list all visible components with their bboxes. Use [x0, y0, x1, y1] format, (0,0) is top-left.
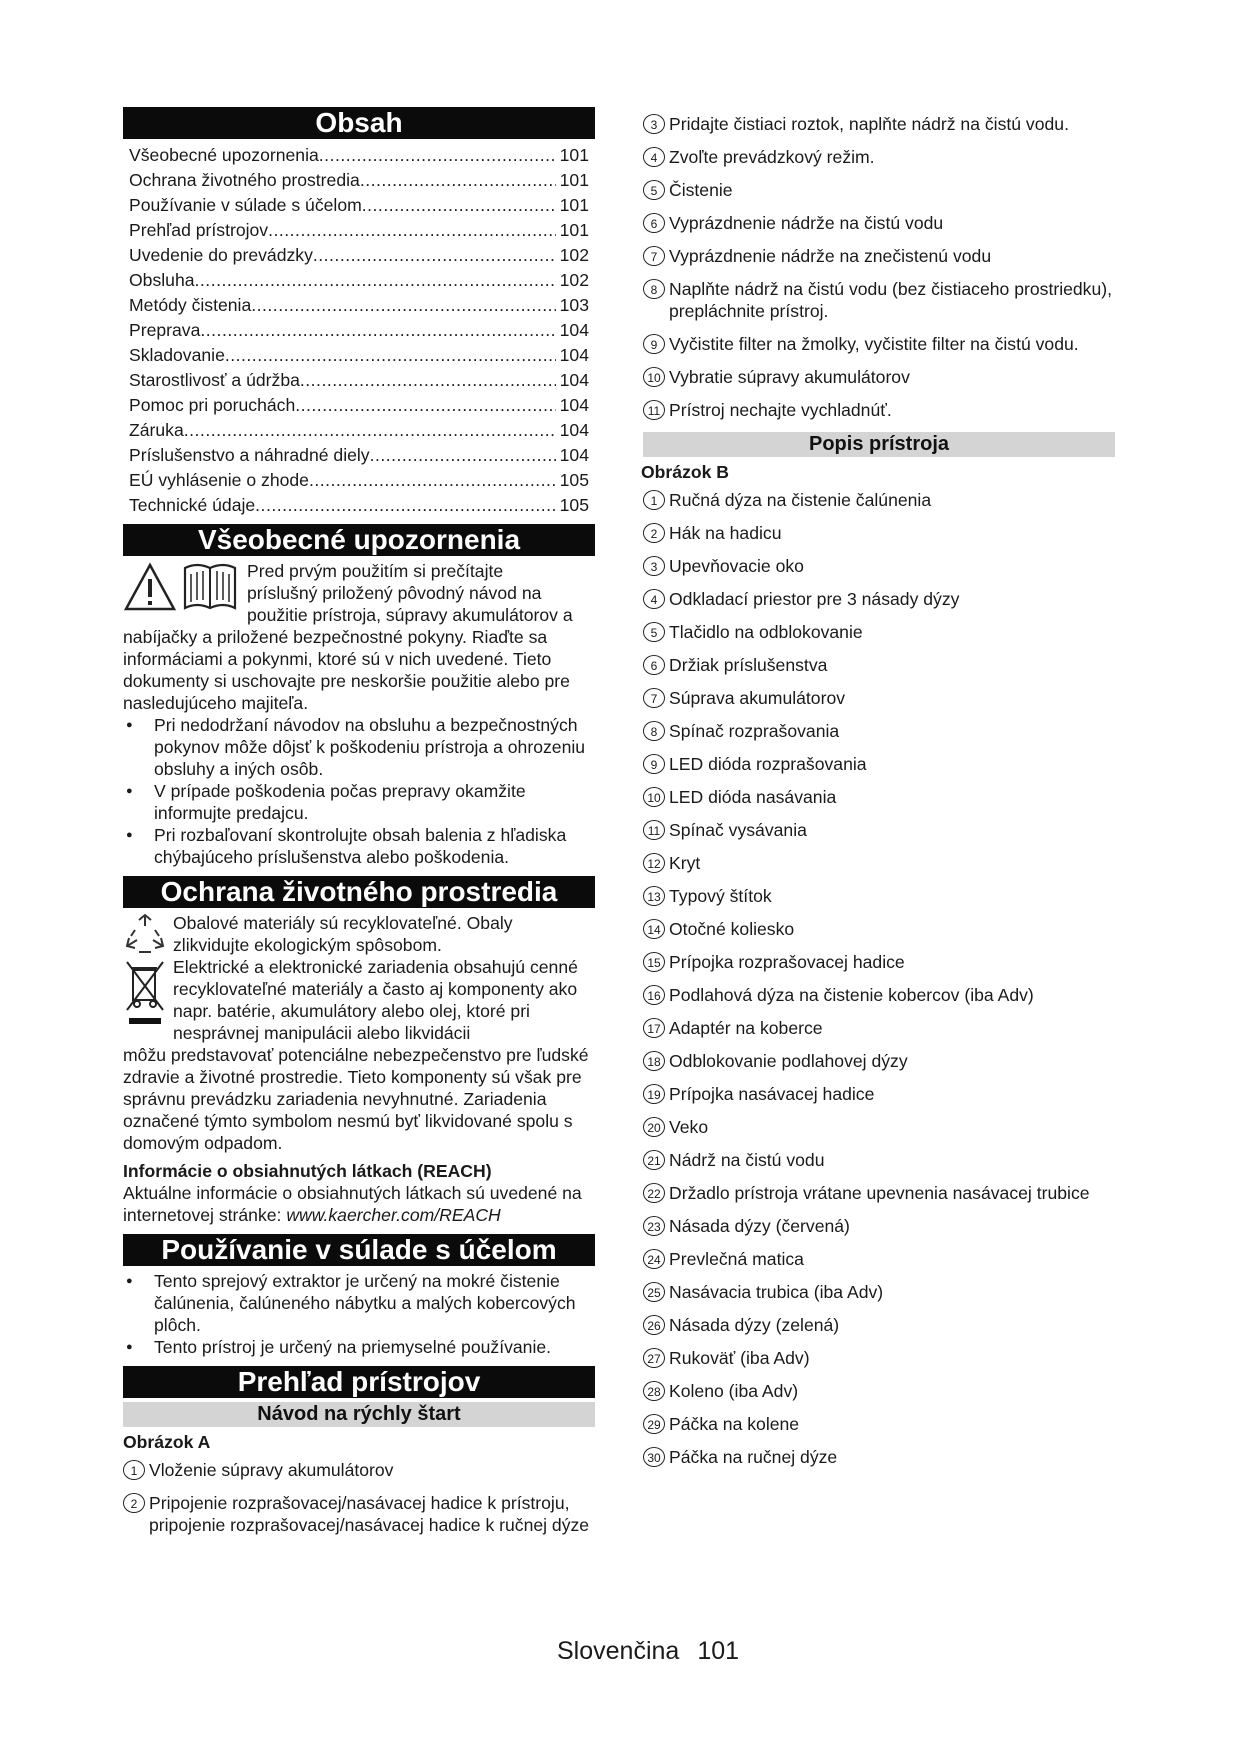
numbered-item-text: Čistenie: [669, 180, 733, 200]
numbered-item-text: Upevňovacie oko: [669, 556, 804, 576]
numbered-item-text: Otočné koliesko: [669, 919, 795, 939]
description-list: [643, 489, 1115, 1468]
number-circle: 3: [643, 556, 665, 576]
toc-entry-title: Používanie v súlade s účelom: [129, 195, 362, 215]
numbered-item-text: Prípojka rozprašovacej hadice: [669, 952, 905, 972]
toc-entry[interactable]: [123, 193, 589, 218]
numbered-item-text: Kryt: [669, 853, 701, 873]
number-circle: 12: [643, 853, 665, 873]
numbered-item-text: Odkladací priestor pre 3 násady dýzy: [669, 589, 960, 609]
number-circle: 25: [643, 1282, 665, 1302]
recycle-icon: [123, 912, 167, 956]
number-circle: 8: [643, 279, 665, 299]
reach-link[interactable]: www.kaercher.com/REACH: [286, 1205, 501, 1225]
toc-entry-title: Uvedenie do prevádzky: [129, 245, 313, 265]
number-circle: 3: [643, 114, 665, 134]
toc-entry[interactable]: [123, 243, 589, 268]
number-circle: 10: [643, 787, 665, 807]
toc-heading: Obsah: [123, 107, 595, 139]
toc-entry-title: Metódy čistenia: [129, 295, 252, 315]
toc-entry-page: 101: [559, 145, 589, 165]
left-column: [123, 107, 595, 1547]
number-circle: 17: [643, 1018, 665, 1038]
toc-entry[interactable]: [123, 218, 589, 243]
numbered-item: [643, 621, 1115, 643]
numbered-item-text: Hák na hadicu: [669, 523, 782, 543]
general-intro-text: Pred prvým použitím si prečítajte príslušný priložený pôvodný návod na použitie prístroja, súpravy akumulátorov a: [247, 561, 573, 625]
numbered-item: [643, 333, 1115, 355]
reach-text: [123, 1182, 595, 1226]
numbered-item-text: Vyčistite filter na žmolky, vyčistite filter na čistú vodu.: [669, 334, 1079, 354]
numbered-item: [643, 885, 1115, 907]
toc-entry-page: 103: [559, 295, 589, 315]
numbered-item: [123, 1459, 595, 1481]
number-circle: 6: [643, 213, 665, 233]
numbered-item: [643, 1017, 1115, 1039]
quickstart-steps-right: [643, 113, 1115, 421]
toc-entry[interactable]: [123, 468, 589, 493]
bullet-item: ● Tento sprejový extraktor je určený na mokré čistenie čalúnenia, čalúneného nábytku a malých kobercových plôch.: [123, 1270, 595, 1336]
numbered-item-text: LED dióda nasávania: [669, 787, 837, 807]
numbered-item-text: Páčka na kolene: [669, 1414, 800, 1434]
general-bullets: [123, 714, 595, 868]
number-circle: 20: [643, 1117, 665, 1137]
numbered-item-text: Zvoľte prevádzkový režim.: [669, 147, 875, 167]
numbered-item-text: Naplňte nádrž na čistú vodu (bez čistiaceho prostriedku), prepláchnite prístroj.: [669, 279, 1113, 321]
right-column: [643, 113, 1115, 1479]
number-circle: 2: [643, 523, 665, 543]
numbered-item-text: Odblokovanie podlahovej dýzy: [669, 1051, 908, 1071]
numbered-item-text: Prístroj nechajte vychladnúť.: [669, 400, 892, 420]
toc-entry-page: 104: [559, 345, 589, 365]
description-heading: Popis prístroja: [643, 432, 1115, 457]
toc-entry-page: 104: [559, 420, 589, 440]
toc-entry[interactable]: [123, 393, 589, 418]
number-circle: 11: [643, 400, 665, 420]
toc-entry-page: 104: [559, 320, 589, 340]
number-circle: 19: [643, 1084, 665, 1104]
numbered-item-text: Vyprázdnenie nádrže na čistú vodu: [669, 213, 944, 233]
numbered-item: [643, 951, 1115, 973]
bullet-item: ● Pri nedodržaní návodov na obsluhu a bezpečnostných pokynov môže dôjsť k poškodeniu prístroja a ohrozeniu obsluhy a iných osôb.: [123, 714, 595, 780]
toc-entry-title: Technické údaje: [129, 495, 256, 515]
toc-entry[interactable]: [123, 493, 589, 518]
number-circle: 1: [643, 490, 665, 510]
number-circle: 15: [643, 952, 665, 972]
numbered-item-text: Adaptér na koberce: [669, 1018, 823, 1038]
bullet-item: ● V prípade poškodenia počas prepravy okamžite informujte predajcu.: [123, 780, 595, 824]
general-heading: Všeobecné upozornenia: [123, 524, 595, 556]
general-intro-continued: nabíjačky a priložené bezpečnostné pokyny. Riaďte sa informáciami a pokynmi, ktoré sú v nich uvedené. Tieto dokumenty si uschovajte pre neskoršie použitie alebo pre nasledujúceho majiteľa.: [123, 627, 570, 713]
toc-entry-page: 101: [559, 195, 589, 215]
numbered-item-text: Prípojka nasávacej hadice: [669, 1084, 875, 1104]
numbered-item: [643, 245, 1115, 267]
number-circle: 21: [643, 1150, 665, 1170]
number-circle: 6: [643, 655, 665, 675]
reach-description: Aktuálne informácie o obsiahnutých látkach sú uvedené na internetovej stránke:: [123, 1183, 582, 1225]
toc-entry[interactable]: [123, 268, 589, 293]
toc-entry-leader: [370, 443, 556, 468]
footer-language: Slovenčina: [557, 1637, 680, 1665]
toc-entry-title: Pomoc pri poruchách: [129, 395, 296, 415]
number-circle: 29: [643, 1414, 665, 1434]
quickstart-steps-left: [123, 1459, 595, 1536]
numbered-item: [643, 852, 1115, 874]
toc-entry-page: 104: [559, 370, 589, 390]
toc-entry[interactable]: [123, 418, 589, 443]
numbered-item: [643, 786, 1115, 808]
numbered-item-text: Typový štítok: [669, 886, 772, 906]
numbered-item-text: Ručná dýza na čistenie čalúnenia: [669, 490, 932, 510]
toc-entry-page: 102: [559, 270, 589, 290]
toc-entry[interactable]: [123, 368, 589, 393]
numbered-item: [643, 1347, 1115, 1369]
numbered-item-text: Prevlečná matica: [669, 1249, 804, 1269]
numbered-item-text: Držadlo prístroja vrátane upevnenia nasávacej trubice: [669, 1183, 1090, 1203]
numbered-item: [643, 399, 1115, 421]
intended-use-heading: Používanie v súlade s účelom: [123, 1234, 595, 1266]
numbered-item: [643, 1182, 1115, 1204]
toc-entry-page: 105: [559, 470, 589, 490]
toc-entry-page: 105: [559, 495, 589, 515]
toc-entry[interactable]: [123, 293, 589, 318]
numbered-item-text: Násada dýzy (červená): [669, 1216, 850, 1236]
toc-entry-title: EÚ vyhlásenie o zhode: [129, 470, 309, 490]
number-circle: 9: [643, 334, 665, 354]
manual-book-icon: [181, 560, 239, 612]
toc-entry[interactable]: [123, 168, 589, 193]
weee-note: [123, 956, 595, 1044]
weee-text: Elektrické a elektronické zariadenia obsahujú cenné recyklovateľné materiály a často aj komponenty ako napr. batérie, akumulátory alebo olej, ktoré pri nesprávnej manipulácii alebo likvidácii: [173, 957, 578, 1043]
number-circle: 4: [643, 589, 665, 609]
toc-entry-title: Obsluha: [129, 270, 195, 290]
numbered-item: [643, 984, 1115, 1006]
table-of-contents: [123, 143, 595, 518]
number-circle: 7: [643, 688, 665, 708]
toc-entry-leader: [200, 318, 555, 343]
numbered-item-text: Pripojenie rozprašovacej/nasávacej hadice k prístroju, pripojenie rozprašovacej/nasávacej hadice k ručnej dýze: [149, 1493, 590, 1535]
number-circle: 14: [643, 919, 665, 939]
numbered-item: [123, 1492, 595, 1536]
numbered-item-text: Nádrž na čistú vodu: [669, 1150, 825, 1170]
numbered-item: [643, 1050, 1115, 1072]
numbered-item-text: Vybratie súpravy akumulátorov: [669, 367, 910, 387]
number-circle: 9: [643, 754, 665, 774]
toc-entry-page: 104: [559, 445, 589, 465]
number-circle: 13: [643, 886, 665, 906]
number-circle: 7: [643, 246, 665, 266]
environment-heading: Ochrana životného prostredia: [123, 876, 595, 908]
toc-entry-leader: [268, 218, 556, 243]
numbered-item: [643, 522, 1115, 544]
toc-entry-page: 102: [559, 245, 589, 265]
figure-b-caption: Obrázok B: [641, 462, 729, 482]
reach-heading: Informácie o obsiahnutých látkach (REACH): [123, 1161, 492, 1181]
numbered-item-text: Veko: [669, 1117, 709, 1137]
number-circle: 22: [643, 1183, 665, 1203]
numbered-item-text: Spínač rozprašovania: [669, 721, 840, 741]
numbered-item-text: Nasávacia trubica (iba Adv): [669, 1282, 884, 1302]
numbered-item: [643, 588, 1115, 610]
recycle-note: [123, 912, 595, 956]
numbered-item: [643, 1380, 1115, 1402]
weee-text-continued: môžu predstavovať potenciálne nebezpečenstvo pre ľudské zdravie a životné prostredie. Tieto komponenty sú však pre správnu prevádzku zariadenia nevyhnutné. Zariadenia označené týmto symbolom nesmú byť likvidované spolu s domovým odpadom.: [123, 1045, 589, 1153]
numbered-item-text: Podlahová dýza na čistenie kobercov (iba Adv): [669, 985, 1034, 1005]
numbered-item-text: Páčka na ručnej dýze: [669, 1447, 838, 1467]
number-circle: 4: [643, 147, 665, 167]
number-circle: 1: [123, 1460, 145, 1480]
toc-entry-title: Preprava: [129, 320, 201, 340]
toc-entry-page: 104: [559, 395, 589, 415]
number-circle: 2: [123, 1493, 145, 1513]
toc-entry-leader: [255, 493, 555, 518]
numbered-item: [643, 1413, 1115, 1435]
number-circle: 27: [643, 1348, 665, 1368]
numbered-item-text: Násada dýzy (zelená): [669, 1315, 840, 1335]
figure-a-caption: Obrázok A: [123, 1432, 211, 1452]
quickstart-heading: Návod na rýchly štart: [123, 1402, 595, 1427]
numbered-item: [643, 819, 1115, 841]
numbered-item: [643, 720, 1115, 742]
toc-entry-leader: [360, 168, 556, 193]
numbered-item: [643, 555, 1115, 577]
number-circle: 5: [643, 180, 665, 200]
numbered-item-text: Pridajte čistiaci roztok, naplňte nádrž na čistú vodu.: [669, 114, 1069, 134]
numbered-item: [643, 113, 1115, 135]
crossed-out-wheeled-bin-icon: [123, 956, 167, 1028]
number-circle: 5: [643, 622, 665, 642]
numbered-item: [643, 1215, 1115, 1237]
toc-entry-title: Ochrana životného prostredia: [129, 170, 360, 190]
numbered-item-text: Vyprázdnenie nádrže na znečistenú vodu: [669, 246, 992, 266]
toc-entry-title: Prehľad prístrojov: [129, 220, 269, 240]
numbered-item: [643, 753, 1115, 775]
numbered-item: [643, 918, 1115, 940]
numbered-item: [643, 489, 1115, 511]
toc-entry[interactable]: [123, 443, 589, 468]
numbered-item: [643, 146, 1115, 168]
numbered-item-text: Rukoväť (iba Adv): [669, 1348, 810, 1368]
overview-heading: Prehľad prístrojov: [123, 1366, 595, 1398]
numbered-item: [643, 278, 1115, 322]
numbered-item-text: Koleno (iba Adv): [669, 1381, 799, 1401]
toc-entry-leader: [319, 143, 556, 168]
number-circle: 8: [643, 721, 665, 741]
numbered-item: [643, 1314, 1115, 1336]
number-circle: 26: [643, 1315, 665, 1335]
toc-entry-leader: [362, 193, 556, 218]
warning-icon: [123, 562, 177, 612]
intended-use-bullets: [123, 1270, 595, 1358]
bullet-item: ● Pri rozbaľovaní skontrolujte obsah balenia z hľadiska chýbajúceho príslušenstva alebo poškodenia.: [123, 824, 595, 868]
numbered-item-text: Spínač vysávania: [669, 820, 807, 840]
footer-page-number: 101: [697, 1637, 740, 1665]
toc-entry-leader: [251, 293, 555, 318]
numbered-item: [643, 212, 1115, 234]
toc-entry-title: Skladovanie: [129, 345, 225, 365]
number-circle: 24: [643, 1249, 665, 1269]
general-intro: [123, 560, 595, 626]
numbered-item-text: LED dióda rozprašovania: [669, 754, 867, 774]
toc-entry-title: Príslušenstvo a náhradné diely: [129, 445, 370, 465]
numbered-item: [643, 179, 1115, 201]
number-circle: 11: [643, 820, 665, 840]
numbered-item: [643, 1248, 1115, 1270]
toc-entry-leader: [313, 243, 556, 268]
numbered-item: [643, 1116, 1115, 1138]
toc-entry-page: 101: [559, 170, 589, 190]
toc-entry-leader: [295, 393, 555, 418]
number-circle: 30: [643, 1447, 665, 1467]
numbered-item: [643, 366, 1115, 388]
toc-entry-title: Všeobecné upozornenia: [129, 145, 319, 165]
numbered-item: [643, 687, 1115, 709]
toc-entry-leader: [300, 368, 556, 393]
toc-entry-leader: [309, 468, 556, 493]
number-circle: 28: [643, 1381, 665, 1401]
toc-entry-leader: [225, 343, 556, 368]
numbered-item: [643, 1446, 1115, 1468]
toc-entry[interactable]: [123, 143, 589, 168]
numbered-item: [643, 1149, 1115, 1171]
number-circle: 10: [643, 367, 665, 387]
toc-entry-title: Starostlivosť a údržba: [129, 370, 300, 390]
number-circle: 23: [643, 1216, 665, 1236]
toc-entry[interactable]: [123, 318, 589, 343]
toc-entry-page: 101: [559, 220, 589, 240]
page-footer: [557, 1637, 757, 1666]
numbered-item-text: Vloženie súpravy akumulátorov: [149, 1460, 394, 1480]
toc-entry-leader: [184, 418, 556, 443]
recycle-text: Obalové materiály sú recyklovateľné. Obaly zlikvidujte ekologickým spôsobom.: [173, 913, 513, 955]
numbered-item: [643, 1083, 1115, 1105]
toc-entry[interactable]: [123, 343, 589, 368]
numbered-item: [643, 1281, 1115, 1303]
numbered-item: [643, 654, 1115, 676]
number-circle: 18: [643, 1051, 665, 1071]
number-circle: 16: [643, 985, 665, 1005]
toc-entry-leader: [195, 268, 556, 293]
bullet-item: ● Tento prístroj je určený na priemyselné používanie.: [123, 1336, 595, 1358]
toc-entry-title: Záruka: [129, 420, 184, 440]
numbered-item-text: Držiak príslušenstva: [669, 655, 828, 675]
numbered-item-text: Súprava akumulátorov: [669, 688, 846, 708]
numbered-item-text: Tlačidlo na odblokovanie: [669, 622, 863, 642]
